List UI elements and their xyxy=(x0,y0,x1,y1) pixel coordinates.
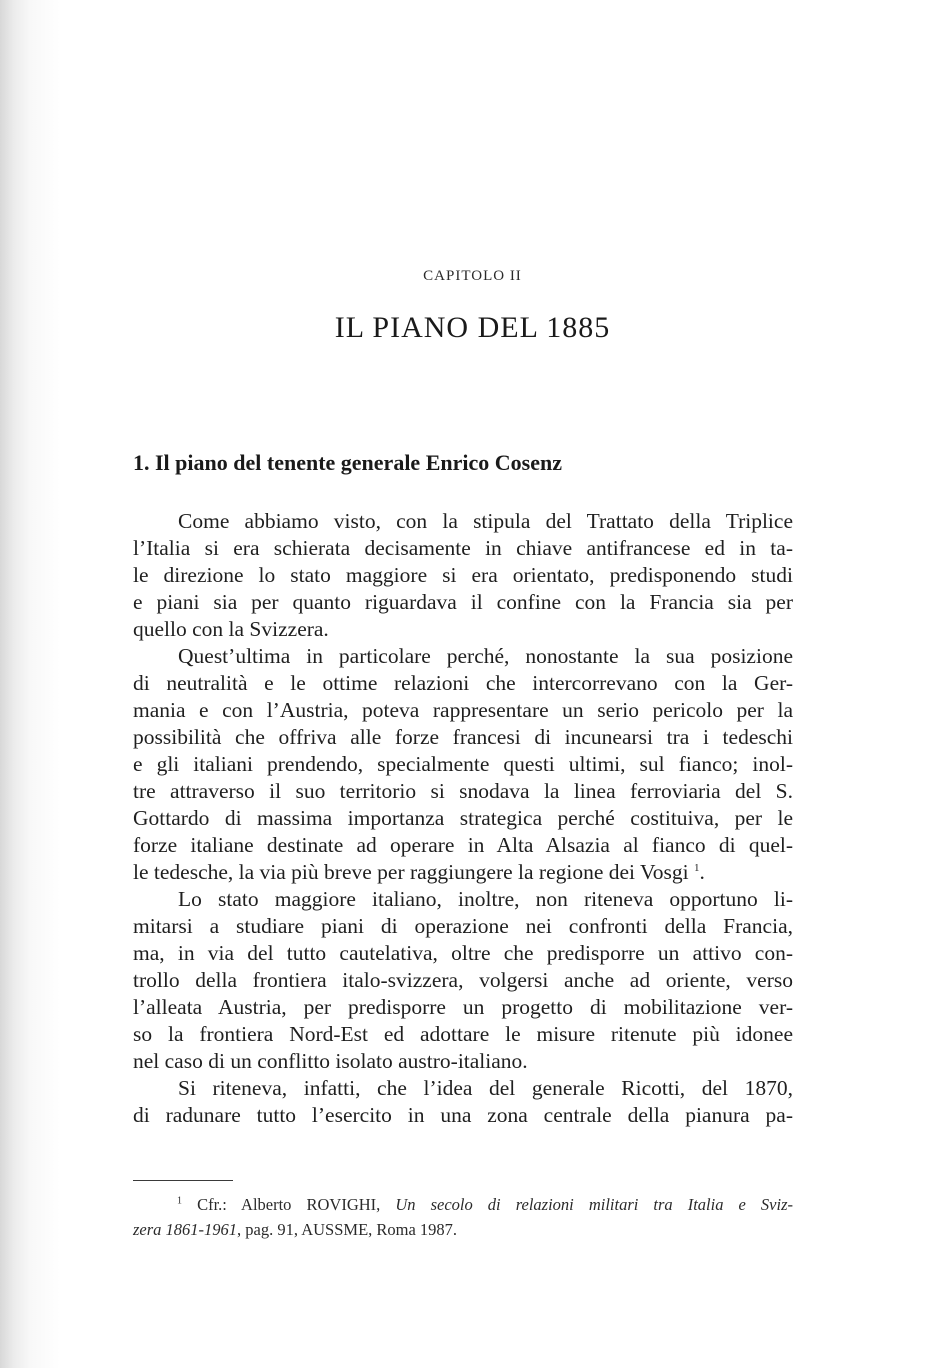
body-line: Gottardo di massima importanza strategica perché costituiva, per le xyxy=(133,806,793,830)
chapter-label: CAPITOLO II xyxy=(423,268,522,284)
body-line: trollo della frontiera italo-svizzera, volgersi anche ad oriente, verso xyxy=(133,968,793,992)
body-line: e gli italiani prendendo, specialmente questi ultimi, sul fianco; inol- xyxy=(133,752,793,776)
footnote-number: 1 xyxy=(177,1195,182,1207)
footnote xyxy=(133,1192,793,1242)
body-line: Come abbiamo visto, con la stipula del Trattato della Triplice xyxy=(178,509,793,533)
body-line: nel caso di un conflitto isolato austro-italiano. xyxy=(133,1049,528,1073)
body-line: l’Italia si era schierata decisamente in chiave antifrancese ed in ta- xyxy=(133,536,793,560)
body-line: Quest’ultima in particolare perché, nonostante la sua posizione xyxy=(178,644,793,668)
body-line: Si riteneva, infatti, che l’idea del generale Ricotti, del 1870, xyxy=(178,1076,793,1100)
footnote-ref-period: . xyxy=(699,860,705,884)
body-line: e piani sia per quanto riguardava il confine con la Francia sia per xyxy=(133,590,793,614)
body-line: possibilità che offriva alle forze francesi di incunearsi tra i tedeschi xyxy=(133,725,793,749)
footnote-title-italic-cont: zera 1861-1961 xyxy=(133,1220,238,1239)
body-line: di neutralità e le ottime relazioni che intercorrevano con la Ger- xyxy=(133,671,793,695)
chapter-title: IL PIANO DEL 1885 xyxy=(334,311,611,344)
body-line: mania e con l’Austria, poteva rappresentare un serio pericolo per la xyxy=(133,698,793,722)
footnote-separator xyxy=(133,1180,233,1181)
body-line-text: le tedesche, la via più breve per raggiungere la regione dei Vosgi xyxy=(133,860,689,884)
body-line: mitarsi a studiare piani di operazione nei confronti della Francia, xyxy=(133,914,793,938)
footnote-suffix: , pag. 91, AUSSME, Roma 1987. xyxy=(237,1220,458,1239)
footnote-title-italic: Un secolo di relazioni militari tra Italia e Sviz- xyxy=(395,1195,794,1214)
body-line: l’alleata Austria, per predisporre un progetto di mobilitazione ver- xyxy=(133,995,793,1019)
body-line: di radunare tutto l’esercito in una zona centrale della pianura pa- xyxy=(133,1103,793,1127)
body-line: forze italiane destinate ad operare in Alta Alsazia al fianco di quel- xyxy=(133,833,793,857)
body-line: tre attraverso il suo territorio si snodava la linea ferroviaria del S. xyxy=(133,779,793,803)
footnote-line xyxy=(133,1192,793,1217)
body-line: quello con la Svizzera. xyxy=(133,617,329,641)
footnote-line xyxy=(133,1217,793,1242)
body-line: ma, in via del tutto cautelativa, oltre che predisporre un attivo con- xyxy=(133,941,793,965)
body-text xyxy=(133,508,793,1129)
body-line: le direzione lo stato maggiore si era orientato, predisponendo studi xyxy=(133,563,793,587)
footnote-prefix: Cfr.: Alberto ROVIGHI, xyxy=(197,1195,396,1214)
section-heading: 1. Il piano del tenente generale Enrico Cosenz xyxy=(133,450,562,475)
body-line: Lo stato maggiore italiano, inoltre, non riteneva opportuno li- xyxy=(178,887,793,911)
body-line-with-footnote-ref xyxy=(133,859,793,886)
body-line: so la frontiera Nord-Est ed adottare le misure ritenute più idonee xyxy=(133,1022,793,1046)
footnote-reference[interactable]: 1 xyxy=(693,861,700,874)
